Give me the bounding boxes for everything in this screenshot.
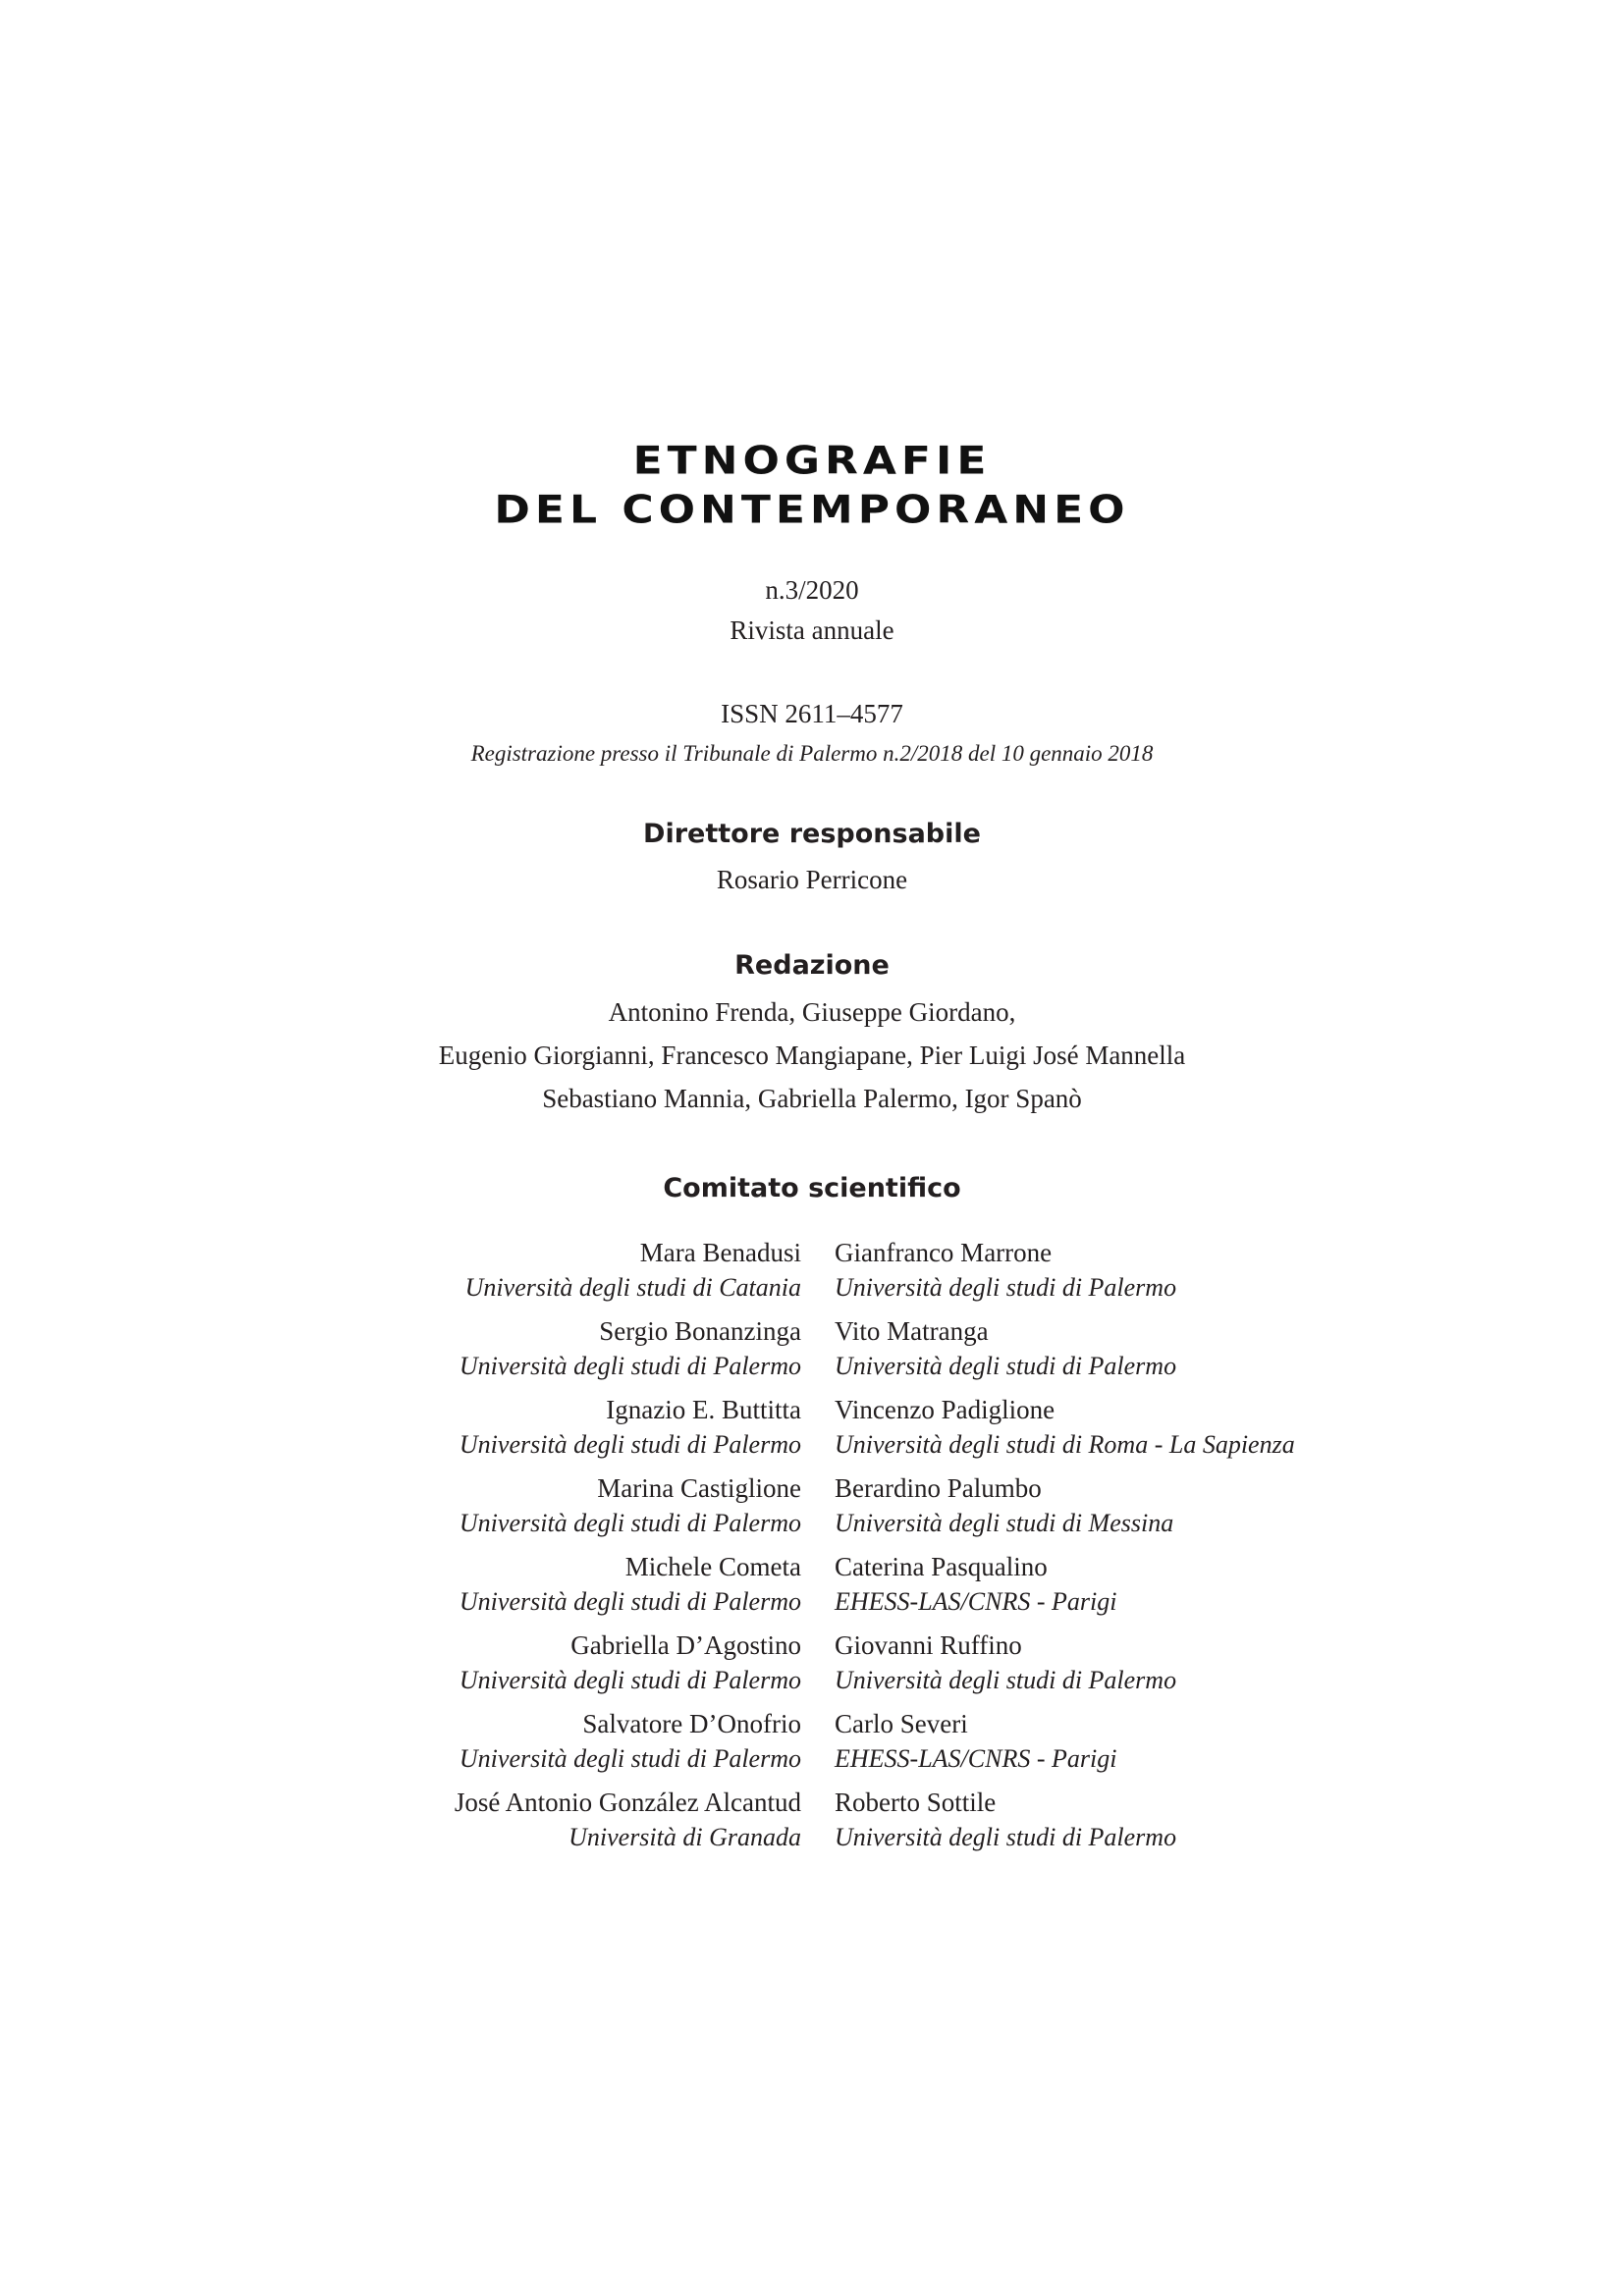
member-name: José Antonio González Alcantud: [454, 1788, 801, 1817]
member-affiliation: Università degli studi di Palermo: [835, 1273, 1177, 1302]
member-name: Gianfranco Marrone: [835, 1238, 1053, 1267]
member-affiliation: Università degli studi di Palermo: [459, 1744, 801, 1773]
editorial-line: Eugenio Giorgianni, Francesco Mangiapane, Pier Luigi José Mannella: [438, 1041, 1186, 1070]
member-name: Michele Cometa: [624, 1552, 801, 1581]
committee-member: [455, 1392, 801, 1470]
committee-member: [455, 1549, 801, 1628]
committee-column-left: [455, 1235, 801, 1863]
member-affiliation: Università di Granada: [568, 1823, 801, 1851]
member-affiliation: Università degli studi di Palermo: [459, 1587, 801, 1616]
member-name: Giovanni Ruffino: [835, 1630, 1022, 1660]
editorial-heading: Redazione: [734, 950, 890, 981]
member-affiliation: Università degli studi di Catania: [464, 1273, 801, 1302]
editorial-line: Sebastiano Mannia, Gabriella Palermo, Igor Spanò: [542, 1084, 1082, 1113]
member-affiliation: Università degli studi di Roma - La Sapienza: [835, 1430, 1295, 1459]
member-name: Mara Benadusi: [639, 1238, 801, 1267]
member-affiliation: Università degli studi di Palermo: [835, 1823, 1177, 1851]
committee-member: [455, 1628, 801, 1706]
committee-member: [455, 1785, 801, 1863]
member-affiliation: Università degli studi di Palermo: [835, 1352, 1177, 1380]
director-heading: Direttore responsabile: [643, 819, 981, 849]
member-affiliation: Università degli studi di Palermo: [835, 1666, 1177, 1694]
committee-member: [835, 1706, 1295, 1785]
member-affiliation: Università degli studi di Palermo: [459, 1352, 801, 1380]
member-name: Vincenzo Padiglione: [835, 1395, 1056, 1424]
member-name: Vito Matranga: [835, 1316, 989, 1346]
committee-member: [835, 1785, 1295, 1863]
committee-member: [455, 1706, 801, 1785]
committee-member: [455, 1313, 801, 1392]
committee-member: [455, 1235, 801, 1313]
committee-heading: Comitato scientifico: [663, 1173, 961, 1203]
member-affiliation: EHESS-LAS/CNRS - Parigi: [835, 1744, 1117, 1773]
member-name: Marina Castiglione: [597, 1473, 801, 1503]
committee-member: [835, 1628, 1295, 1706]
member-name: Berardino Palumbo: [835, 1473, 1042, 1503]
member-name: Salvatore D’Onofrio: [582, 1709, 801, 1738]
committee-member: [455, 1470, 801, 1549]
issue-number: n.3/2020: [765, 575, 859, 605]
issue-frequency: Rivista annuale: [730, 615, 894, 645]
member-affiliation: EHESS-LAS/CNRS - Parigi: [835, 1587, 1117, 1616]
member-name: Roberto Sottile: [835, 1788, 997, 1817]
journal-title: [0, 440, 1624, 532]
committee-member: [835, 1235, 1295, 1313]
committee-member: [835, 1313, 1295, 1392]
member-affiliation: Università degli studi di Palermo: [459, 1666, 801, 1694]
journal-title-line-1: ETNOGRAFIE: [632, 438, 992, 484]
committee-column-right: [835, 1235, 1295, 1863]
member-name: Ignazio E. Buttitta: [606, 1395, 801, 1424]
court-registration: Registrazione presso il Tribunale di Palermo n.2/2018 del 10 gennaio 2018: [470, 741, 1154, 766]
issn: ISSN 2611–4577: [721, 699, 903, 728]
member-affiliation: Università degli studi di Palermo: [459, 1509, 801, 1537]
committee-member: [835, 1392, 1295, 1470]
member-name: Carlo Severi: [835, 1709, 968, 1738]
member-affiliation: Università degli studi di Palermo: [459, 1430, 801, 1459]
committee-member: [835, 1470, 1295, 1549]
member-name: Sergio Bonanzinga: [599, 1316, 801, 1346]
member-affiliation: Università degli studi di Messina: [835, 1509, 1174, 1537]
member-name: Gabriella D’Agostino: [570, 1630, 801, 1660]
director-name: Rosario Perricone: [716, 865, 908, 894]
member-name: Caterina Pasqualino: [835, 1552, 1048, 1581]
committee-member: [835, 1549, 1295, 1628]
editorial-line: Antonino Frenda, Giuseppe Giordano,: [608, 997, 1016, 1027]
journal-title-line-2: DEL CONTEMPORANEO: [494, 487, 1130, 533]
